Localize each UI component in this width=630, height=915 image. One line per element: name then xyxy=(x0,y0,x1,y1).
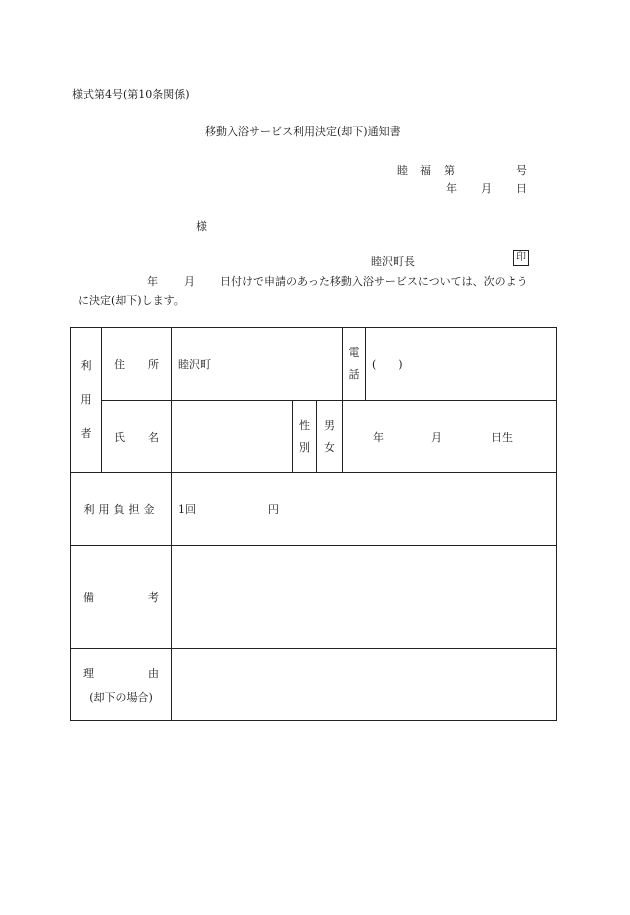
reason-label: 理 由 (却下の場合) xyxy=(71,649,172,721)
reason-value xyxy=(172,649,557,721)
form-number: 様式第4号(第10条関係) xyxy=(72,88,190,101)
decision-form-table xyxy=(70,327,557,721)
sex-label: 性 別 xyxy=(293,401,317,473)
fee-label: 利用負担金 xyxy=(71,473,172,546)
phone-value: ( ) xyxy=(366,328,557,401)
birth-date: 年 月 日生 xyxy=(343,401,557,473)
sex-options: 男 女 xyxy=(317,401,343,473)
addressee-honorific: 様 xyxy=(196,220,207,233)
phone-label: 電 話 xyxy=(343,328,366,401)
name-label: 氏 名 xyxy=(102,401,172,473)
user-section-label: 利 用 者 xyxy=(71,328,102,473)
seal-box: 印 xyxy=(513,250,529,266)
issuer-name: 睦沢町長 xyxy=(371,255,415,268)
address-label: 住 所 xyxy=(102,328,172,401)
name-value xyxy=(172,401,293,473)
address-value: 睦沢町 xyxy=(172,328,343,401)
document-title: 移動入浴サービス利用決定(却下)通知書 xyxy=(205,125,401,138)
remarks-label: 備 考 xyxy=(71,546,172,649)
remarks-value xyxy=(172,546,557,649)
fee-value: 1回 円 xyxy=(172,473,557,546)
